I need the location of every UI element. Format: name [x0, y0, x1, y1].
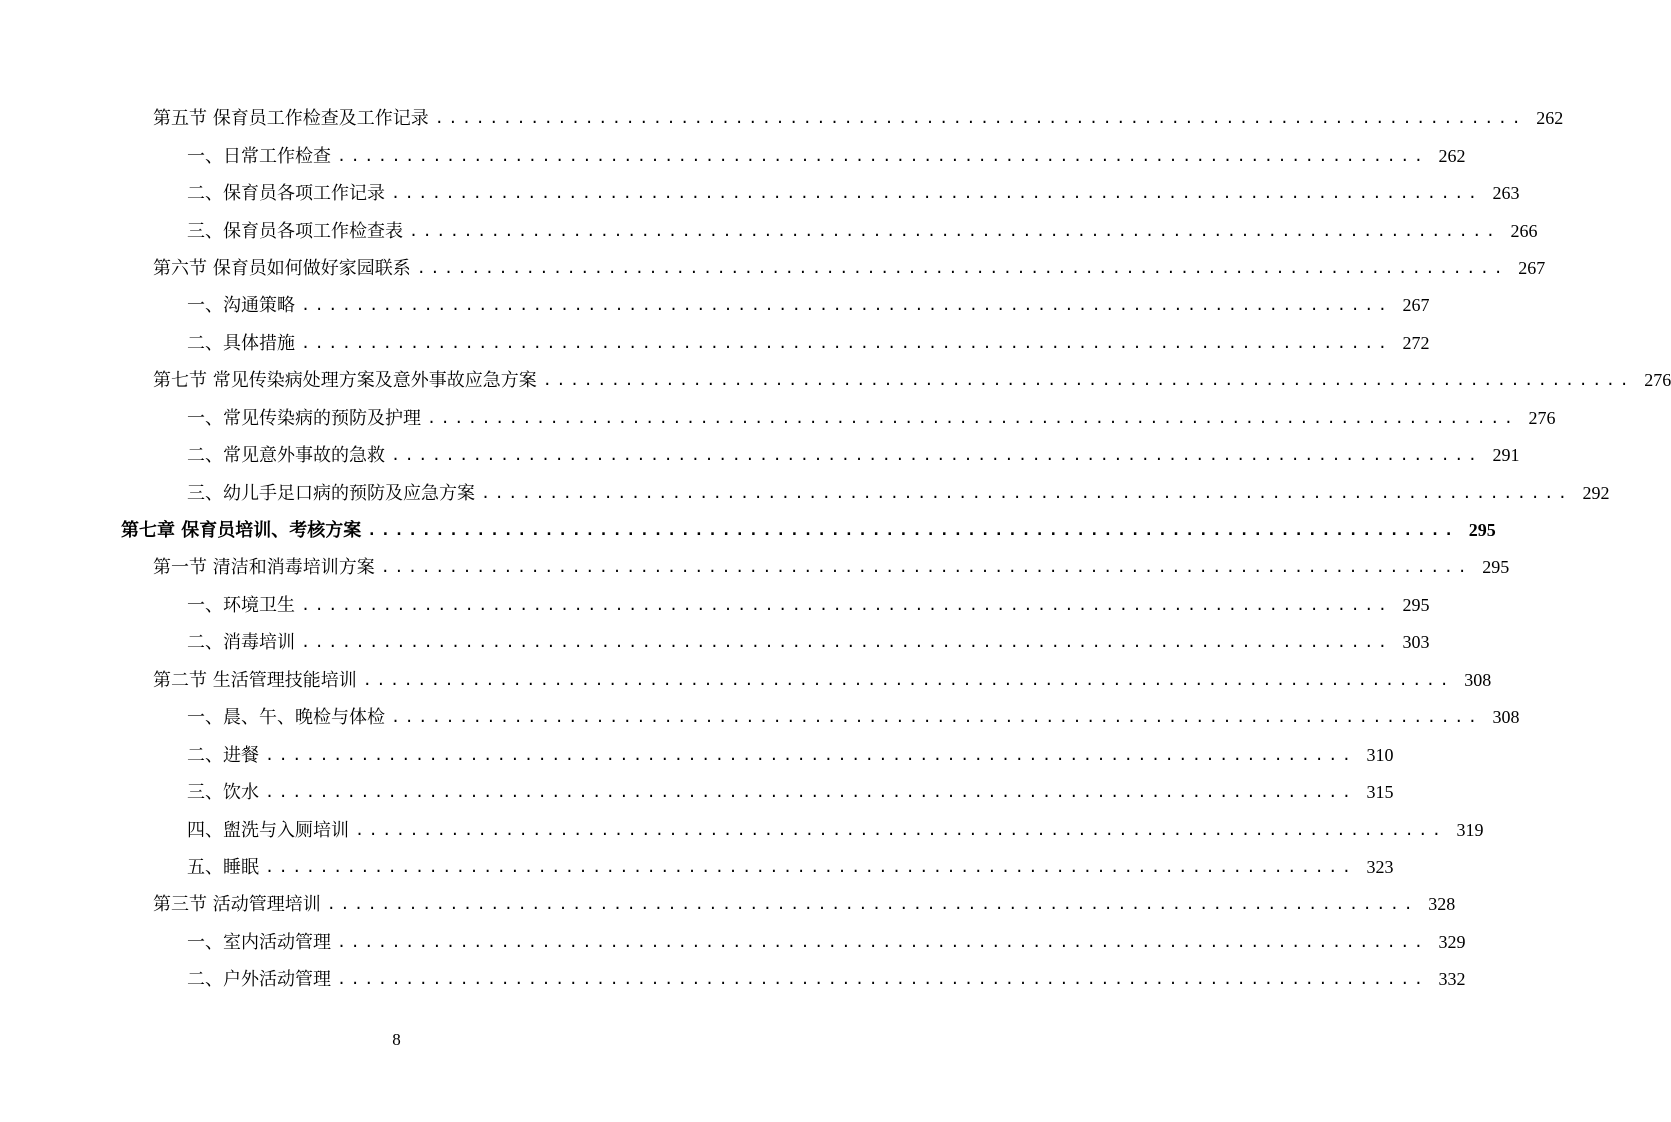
toc-entry-title: 第三节 活动管理培训 — [153, 894, 321, 916]
toc-entry-title: 五、睡眠 — [187, 856, 259, 878]
toc-entry-title: 三、饮水 — [187, 782, 259, 804]
toc-entry-title: 第六节 保育员如何做好家园联系 — [153, 257, 411, 279]
toc-entry[interactable] — [0, 400, 1556, 437]
toc-entry-page: 319 — [1456, 819, 1484, 840]
dot-leader: ................................................................................ — [542, 371, 1634, 390]
toc-entry-title: 二、保育员各项工作记录 — [187, 183, 385, 205]
toc-entry[interactable] — [0, 549, 1510, 586]
dot-leader: ................................................................................ — [337, 932, 1428, 951]
toc-entry[interactable] — [0, 624, 1430, 661]
toc-entry-title: 第七节 常见传染病处理方案及意外事故应急方案 — [153, 370, 537, 392]
dot-leader: ................................................................................ — [265, 857, 1356, 876]
dot-leader: ................................................................................ — [301, 633, 1392, 652]
toc-entry-title: 三、保育员各项工作检查表 — [187, 220, 403, 242]
toc-entry-page: 323 — [1366, 856, 1394, 877]
toc-entry[interactable] — [0, 362, 1671, 399]
dot-leader: ................................................................................ — [301, 333, 1392, 352]
toc-entry-title: 一、常见传染病的预防及护理 — [187, 407, 421, 429]
toc-entry-page: 332 — [1438, 969, 1466, 990]
dot-leader: ................................................................................ — [301, 296, 1392, 315]
dot-leader: ................................................................................ — [337, 970, 1428, 989]
toc-entry[interactable] — [0, 811, 1484, 848]
toc-entry[interactable] — [0, 961, 1466, 998]
dot-leader: ................................................................................ — [362, 670, 1454, 689]
dot-leader: ................................................................................ — [301, 595, 1392, 614]
toc-entry-page: 292 — [1582, 482, 1610, 503]
toc-entry-page: 295 — [1402, 594, 1430, 615]
dot-leader: ................................................................................ — [416, 258, 1508, 277]
toc-entry-title: 第七章 保育员培训、考核方案 — [121, 520, 362, 542]
toc-entry-page: 308 — [1492, 707, 1520, 728]
toc-entry[interactable] — [0, 512, 1496, 549]
dot-leader: ................................................................................ — [367, 521, 1458, 540]
toc-entry-title: 一、晨、午、晚检与体检 — [187, 707, 385, 729]
toc-entry-page: 276 — [1528, 407, 1556, 428]
dot-leader: ................................................................................ — [355, 820, 1446, 839]
toc-entry-title: 三、幼儿手足口病的预防及应急方案 — [187, 482, 475, 504]
toc-entry-title: 一、室内活动管理 — [187, 931, 331, 953]
toc-entry-title: 二、户外活动管理 — [187, 969, 331, 991]
toc-entry-title: 第一节 清洁和消毒培训方案 — [153, 557, 375, 579]
toc-entry[interactable] — [0, 886, 1456, 923]
dot-leader: ................................................................................ — [380, 558, 1472, 577]
dot-leader: ................................................................................ — [337, 146, 1428, 165]
toc-entry[interactable] — [0, 774, 1394, 811]
toc-entry-page: 291 — [1492, 445, 1520, 466]
toc-entry[interactable] — [0, 325, 1430, 362]
dot-leader: ................................................................................ — [391, 708, 1482, 727]
dot-leader: ................................................................................ — [265, 745, 1356, 764]
toc-entry-page: 267 — [1518, 257, 1546, 278]
dot-leader: ................................................................................ — [409, 221, 1500, 240]
toc-entry[interactable] — [0, 587, 1430, 624]
toc-entry[interactable] — [0, 736, 1394, 773]
toc-entry-page: 303 — [1402, 632, 1430, 653]
toc-entry-page: 315 — [1366, 782, 1394, 803]
toc-entry-title: 第五节 保育员工作检查及工作记录 — [153, 108, 429, 130]
toc-entry-title: 二、消毒培训 — [187, 632, 295, 654]
toc-entry-page: 266 — [1510, 220, 1538, 241]
dot-leader: ................................................................................ — [326, 895, 1418, 914]
toc-entry-page: 267 — [1402, 295, 1430, 316]
toc-entry-page: 262 — [1438, 145, 1466, 166]
toc-entry[interactable] — [0, 924, 1466, 961]
dot-leader: ................................................................................ — [434, 109, 1526, 128]
toc-entry-page: 295 — [1468, 520, 1496, 541]
toc-entry-title: 第二节 生活管理技能培训 — [153, 669, 357, 691]
toc-entry[interactable] — [0, 100, 1564, 137]
toc-entry-page: 328 — [1428, 894, 1456, 915]
toc-entry-page: 295 — [1482, 557, 1510, 578]
toc-entry-title: 一、环境卫生 — [187, 594, 295, 616]
toc-entry-page: 263 — [1492, 183, 1520, 204]
dot-leader: ................................................................................ — [391, 446, 1482, 465]
toc-entry[interactable] — [0, 287, 1430, 324]
toc-entry-page: 310 — [1366, 744, 1394, 765]
toc-entry-title: 一、日常工作检查 — [187, 145, 331, 167]
toc-entry-page: 308 — [1464, 669, 1492, 690]
toc-entry-page: 272 — [1402, 332, 1430, 353]
toc-entry[interactable] — [0, 250, 1546, 287]
toc-entry[interactable] — [0, 212, 1538, 249]
toc-entry-title: 一、沟通策略 — [187, 295, 295, 317]
toc-entry[interactable] — [0, 137, 1466, 174]
toc-entry-page: 276 — [1644, 370, 1671, 391]
toc-entry[interactable] — [0, 437, 1520, 474]
toc-entry-page: 262 — [1536, 108, 1564, 129]
toc-entry-title: 二、进餐 — [187, 744, 259, 766]
toc-entry-title: 四、盥洗与入厕培训 — [187, 819, 349, 841]
toc-entry[interactable] — [0, 662, 1492, 699]
toc-entry[interactable] — [0, 474, 1610, 511]
toc-entry[interactable] — [0, 849, 1394, 886]
toc-entry-title: 二、具体措施 — [187, 332, 295, 354]
dot-leader: ................................................................................ — [265, 783, 1356, 802]
dot-leader: ................................................................................ — [481, 483, 1572, 502]
page-number: 8 — [392, 1030, 401, 1049]
dot-leader: ................................................................................ — [427, 408, 1518, 427]
toc-entry-title: 二、常见意外事故的急救 — [187, 445, 385, 467]
dot-leader: ................................................................................ — [391, 184, 1482, 203]
toc-entry[interactable] — [0, 175, 1520, 212]
table-of-contents — [0, 100, 1671, 999]
toc-entry-page: 329 — [1438, 931, 1466, 952]
toc-entry[interactable] — [0, 699, 1520, 736]
